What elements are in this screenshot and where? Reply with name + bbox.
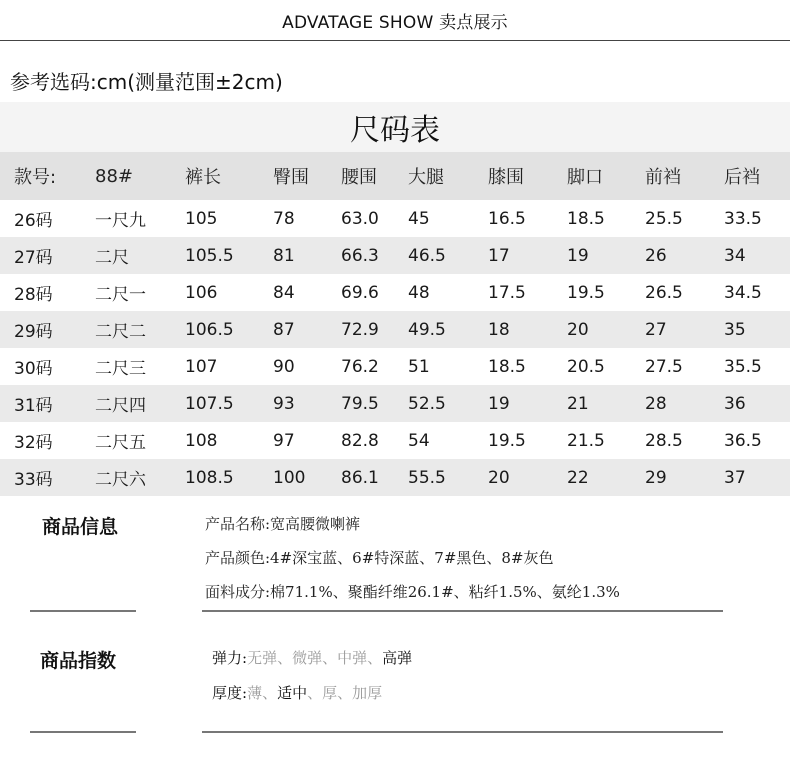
table-cell: 46.5 — [408, 245, 446, 266]
table-cell: 18.5 — [567, 208, 605, 229]
table-cell: 84 — [273, 282, 295, 303]
thickness-option-selected: 适中 — [277, 684, 308, 702]
size-table-title: 尺码表 — [0, 102, 790, 152]
table-cell: 86.1 — [341, 467, 379, 488]
table-cell: 二尺六 — [95, 470, 146, 490]
table-cell: 90 — [273, 356, 295, 377]
thickness-option: 薄、 — [247, 684, 278, 702]
table-cell: 33.5 — [724, 208, 762, 229]
table-cell: 36 — [724, 393, 746, 414]
table-cell: 108.5 — [185, 467, 234, 488]
table-cell: 26 — [645, 245, 667, 266]
table-cell: 22 — [567, 467, 589, 488]
table-cell: 27码 — [14, 248, 53, 268]
table-cell: 105.5 — [185, 245, 234, 266]
thickness-label: 厚度: — [212, 684, 248, 702]
thickness-option: 、厚、 — [307, 684, 353, 702]
page-header — [0, 0, 790, 41]
elasticity-option: 中弹、 — [337, 649, 383, 667]
table-cell: 34 — [724, 245, 746, 266]
table-cell: 69.6 — [341, 282, 379, 303]
table-cell: 19.5 — [488, 430, 526, 451]
size-table-header-row — [0, 152, 790, 200]
table-cell: 45 — [408, 208, 430, 229]
divider — [30, 610, 136, 612]
product-index-title: 商品指数 — [40, 650, 117, 672]
table-row — [0, 311, 790, 348]
table-cell: 一尺九 — [95, 211, 146, 231]
table-cell: 35 — [724, 319, 746, 340]
table-cell: 27 — [645, 319, 667, 340]
elasticity-option-selected: 高弹 — [382, 649, 413, 667]
table-row — [0, 200, 790, 237]
table-cell: 76.2 — [341, 356, 379, 377]
table-cell: 87 — [273, 319, 295, 340]
table-cell: 30码 — [14, 359, 53, 379]
product-color-line: 产品颜色:4#深宝蓝、6#特深蓝、7#黑色、8#灰色 — [205, 549, 554, 567]
elasticity-label: 弹力: — [212, 649, 248, 667]
table-cell: 17.5 — [488, 282, 526, 303]
table-cell: 97 — [273, 430, 295, 451]
table-cell: 81 — [273, 245, 295, 266]
table-cell: 49.5 — [408, 319, 446, 340]
table-cell: 27.5 — [645, 356, 683, 377]
table-cell: 18.5 — [488, 356, 526, 377]
table-cell: 19.5 — [567, 282, 605, 303]
table-cell: 二尺四 — [95, 396, 146, 416]
table-cell: 二尺 — [95, 248, 129, 268]
table-cell: 二尺一 — [95, 285, 146, 305]
table-cell: 48 — [408, 282, 430, 303]
table-cell: 31码 — [14, 396, 53, 416]
table-cell: 108 — [185, 430, 218, 451]
table-cell: 107 — [185, 356, 218, 377]
thickness-option: 加厚 — [352, 684, 383, 702]
table-cell: 19 — [567, 245, 589, 266]
table-cell: 二尺五 — [95, 433, 146, 453]
table-cell: 二尺二 — [95, 322, 146, 342]
table-cell: 51 — [408, 356, 430, 377]
table-cell: 29 — [645, 467, 667, 488]
table-cell: 28 — [645, 393, 667, 414]
table-cell: 36.5 — [724, 430, 762, 451]
divider — [30, 731, 136, 733]
table-cell: 100 — [273, 467, 306, 488]
table-cell: 54 — [408, 430, 430, 451]
table-row — [0, 385, 790, 422]
table-cell: 37 — [724, 467, 746, 488]
column-header: 裤长 — [185, 167, 221, 188]
table-cell: 20 — [488, 467, 510, 488]
table-cell: 16.5 — [488, 208, 526, 229]
table-cell: 33码 — [14, 470, 53, 490]
table-row — [0, 459, 790, 496]
page-header-title: ADVATAGE SHOW 卖点展示 — [282, 12, 508, 33]
thickness-line — [212, 682, 382, 703]
table-cell: 二尺三 — [95, 359, 146, 379]
column-header: 大腿 — [408, 167, 444, 188]
column-header: 膝围 — [488, 167, 524, 188]
table-row — [0, 422, 790, 459]
table-cell: 78 — [273, 208, 295, 229]
divider — [202, 731, 723, 733]
table-cell: 66.3 — [341, 245, 379, 266]
table-cell: 26码 — [14, 211, 53, 231]
divider — [202, 610, 723, 612]
table-cell: 32码 — [14, 433, 53, 453]
table-cell: 28码 — [14, 285, 53, 305]
table-cell: 55.5 — [408, 467, 446, 488]
column-header: 脚口 — [567, 167, 603, 188]
column-header: 款号: — [14, 167, 57, 188]
table-cell: 28.5 — [645, 430, 683, 451]
table-cell: 63.0 — [341, 208, 379, 229]
size-table — [0, 102, 790, 501]
table-cell: 107.5 — [185, 393, 234, 414]
elasticity-option: 无弹、 — [247, 649, 293, 667]
table-cell: 26.5 — [645, 282, 683, 303]
table-cell: 106.5 — [185, 319, 234, 340]
table-cell: 20 — [567, 319, 589, 340]
table-cell: 18 — [488, 319, 510, 340]
column-header: 臀围 — [273, 167, 309, 188]
table-cell: 25.5 — [645, 208, 683, 229]
table-cell: 35.5 — [724, 356, 762, 377]
product-name-line: 产品名称:宽高腰微喇裤 — [205, 515, 361, 533]
table-cell: 52.5 — [408, 393, 446, 414]
table-cell: 20.5 — [567, 356, 605, 377]
product-info-title: 商品信息 — [42, 516, 119, 538]
table-cell: 29码 — [14, 322, 53, 342]
table-cell: 72.9 — [341, 319, 379, 340]
table-row — [0, 348, 790, 385]
column-header: 前裆 — [645, 167, 681, 188]
table-cell: 17 — [488, 245, 510, 266]
column-header: 后裆 — [724, 167, 760, 188]
table-cell: 19 — [488, 393, 510, 414]
fabric-composition-line: 面料成分:棉71.1%、聚酯纤维26.1#、粘纤1.5%、氨纶1.3% — [205, 583, 620, 601]
table-cell: 79.5 — [341, 393, 379, 414]
table-cell: 105 — [185, 208, 218, 229]
column-header: 腰围 — [341, 167, 377, 188]
elasticity-option: 微弹、 — [292, 649, 338, 667]
table-cell: 82.8 — [341, 430, 379, 451]
table-cell: 21.5 — [567, 430, 605, 451]
table-cell: 21 — [567, 393, 589, 414]
column-header: 88# — [95, 165, 133, 187]
table-cell: 34.5 — [724, 282, 762, 303]
size-reference-note: 参考选码:cm(测量范围±2cm) — [10, 70, 283, 94]
elasticity-line — [212, 647, 412, 668]
table-row — [0, 274, 790, 311]
table-row — [0, 237, 790, 274]
table-cell: 93 — [273, 393, 295, 414]
table-cell: 106 — [185, 282, 218, 303]
